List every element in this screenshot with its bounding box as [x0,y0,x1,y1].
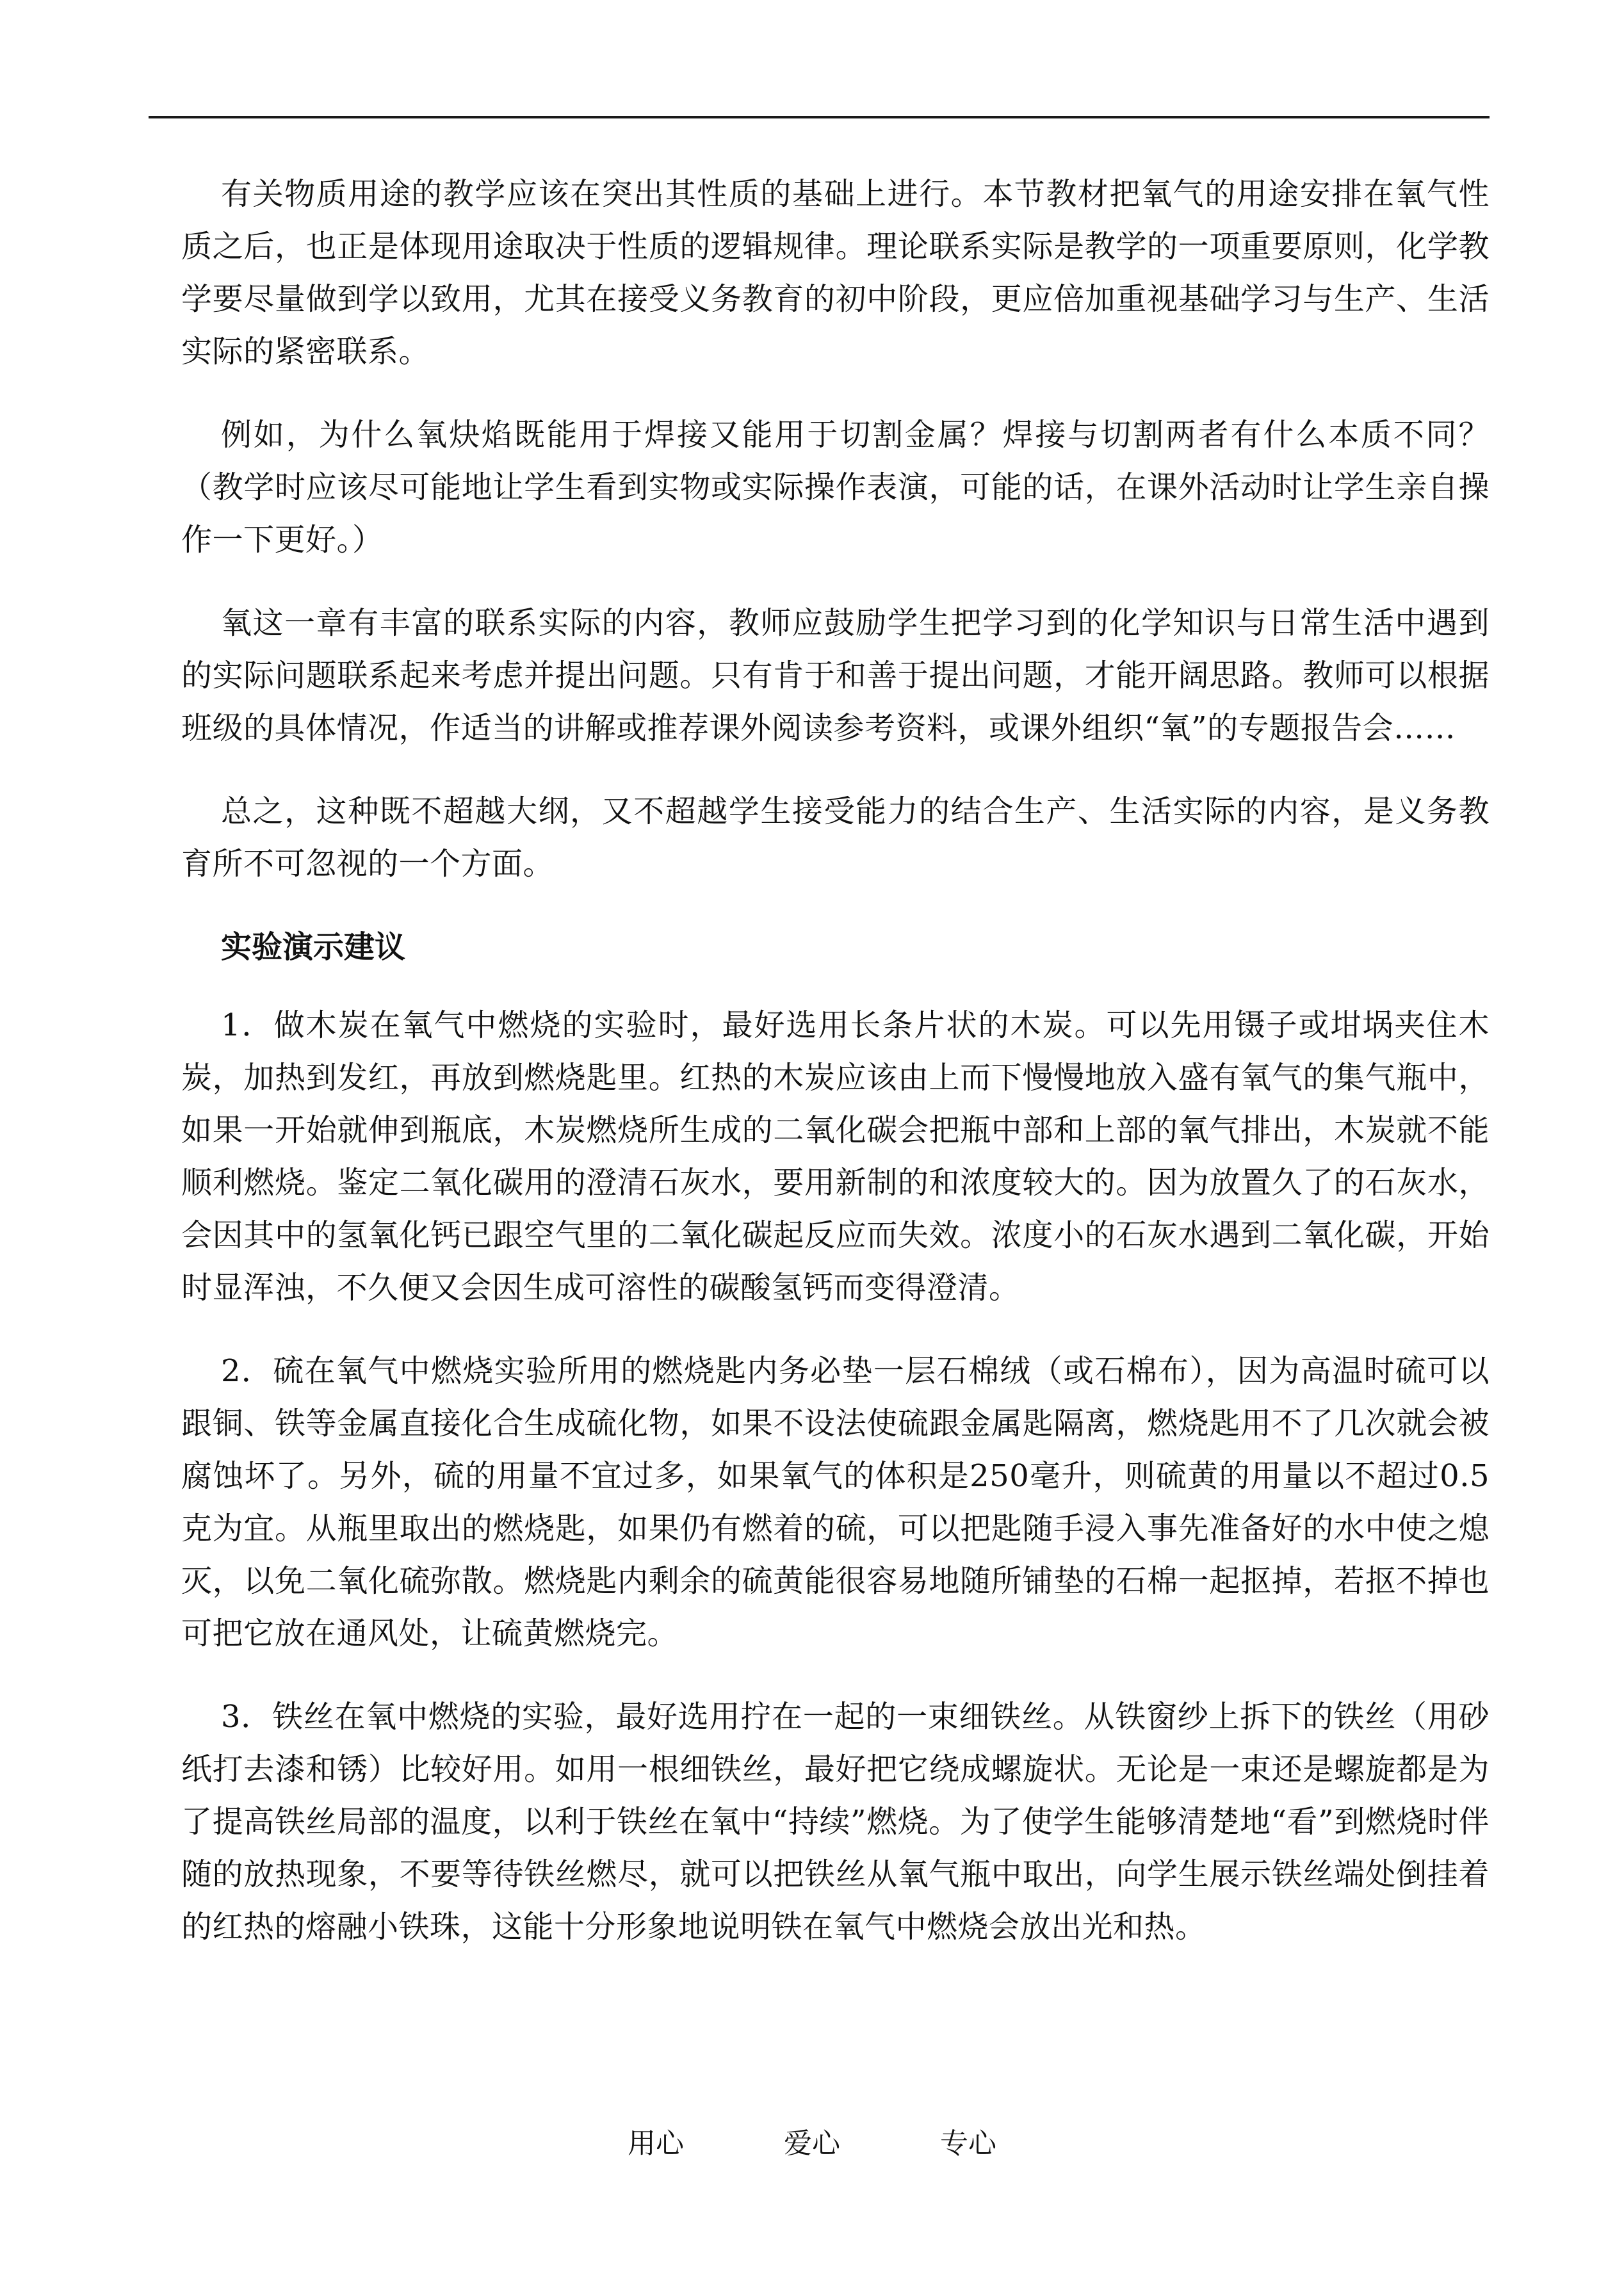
footer-text-1: 用心 [628,2127,684,2160]
paragraph-charcoal-experiment: 1．做木炭在氧气中燃烧的实验时，最好选用长条片状的木炭。可以先用镊子或坩埚夹住木炭，加热到发红，再放到燃烧匙里。红热的木炭应该由上而下慢慢地放入盛有氧气的集气瓶中，如果一开始就伸到瓶底，木炭燃烧所生成的二氧化碳会把瓶中部和上部的氧气排出，木炭就不能顺利燃烧。鉴定二氧化碳用的澄清石灰水，要用新制的和浓度较大的。因为放置久了的石灰水，会因其中的氢氧化钙已跟空气里的二氧化碳起反应而失效。浓度小的石灰水遇到二氧化碳，开始时显浑浊，不久便又会因生成可溶性的碳酸氢钙而变得澄清。 [181,1007,1490,1306]
paragraph-oxyacetylene-example: 例如，为什么氧炔焰既能用于焊接又能用于切割金属？焊接与切割两者有什么本质不同？（教学时应该尽可能地让学生看到实物或实际操作表演，可能的话，在课外活动时让学生亲自操作一下更好。） [181,417,1490,558]
document-body [181,168,1490,1984]
paragraph-summary: 总之，这种既不超越大纲，又不超越学生接受能力的结合生产、生活实际的内容，是义务教育所不可忽视的一个方面。 [181,793,1490,882]
paragraph-usage-teaching: 有关物质用途的教学应该在突出其性质的基础上进行。本节教材把氧气的用途安排在氧气性质之后，也正是体现用途取决于性质的逻辑规律。理论联系实际是教学的一项重要原则，化学教学要尽量做到学以致用，尤其在接受义务教育的初中阶段，更应倍加重视基础学习与生产、生活实际的紧密联系。 [181,176,1490,369]
paragraph-oxygen-chapter: 氧这一章有丰富的联系实际的内容，教师应鼓励学生把学习到的化学知识与日常生活中遇到的实际问题联系起来考虑并提出问题。只有肯于和善于提出问题，才能开阔思路。教师可以根据班级的具体情况，作适当的讲解或推荐课外阅读参考资料，或课外组织“氧”的专题报告会…… [181,605,1490,746]
paragraph-iron-wire-experiment: 3．铁丝在氧中燃烧的实验，最好选用拧在一起的一束细铁丝。从铁窗纱上拆下的铁丝（用砂纸打去漆和锈）比较好用。如用一根细铁丝，最好把它绕成螺旋状。无论是一束还是螺旋都是为了提高铁丝局部的温度，以利于铁丝在氧中“持续”燃烧。为了使学生能够清楚地“看”到燃烧时伴随的放热现象，不要等待铁丝燃尽，就可以把铁丝从氧气瓶中取出，向学生展示铁丝端处倒挂着的红热的熔融小铁珠，这能十分形象地说明铁在氧气中燃烧会放出光和热。 [181,1699,1490,1945]
page-footer [0,2125,1624,2163]
header-rule [149,116,1490,118]
footer-text-2: 爱心 [784,2127,840,2160]
section-heading: 实验演示建议 [221,929,406,965]
paragraph-sulfur-experiment: 2．硫在氧气中燃烧实验所用的燃烧匙内务必垫一层石棉绒（或石棉布），因为高温时硫可以跟铜、铁等金属直接化合生成硫化物，如果不设法使硫跟金属匙隔离，燃烧匙用不了几次就会被腐蚀坏了。另外，硫的用量不宜过多，如果氧气的体积是250毫升，则硫黄的用量以不超过0.5克为宜。从瓶里取出的燃烧匙，如果仍有燃着的硫，可以把匙随手浸入事先准备好的水中使之熄灭，以免二氧化硫弥散。燃烧匙内剩余的硫黄能很容易地随所铺垫的石棉一起抠掉，若抠不掉也可把它放在通风处，让硫黄燃烧完。 [181,1353,1490,1651]
footer-text-3: 专心 [940,2127,996,2160]
